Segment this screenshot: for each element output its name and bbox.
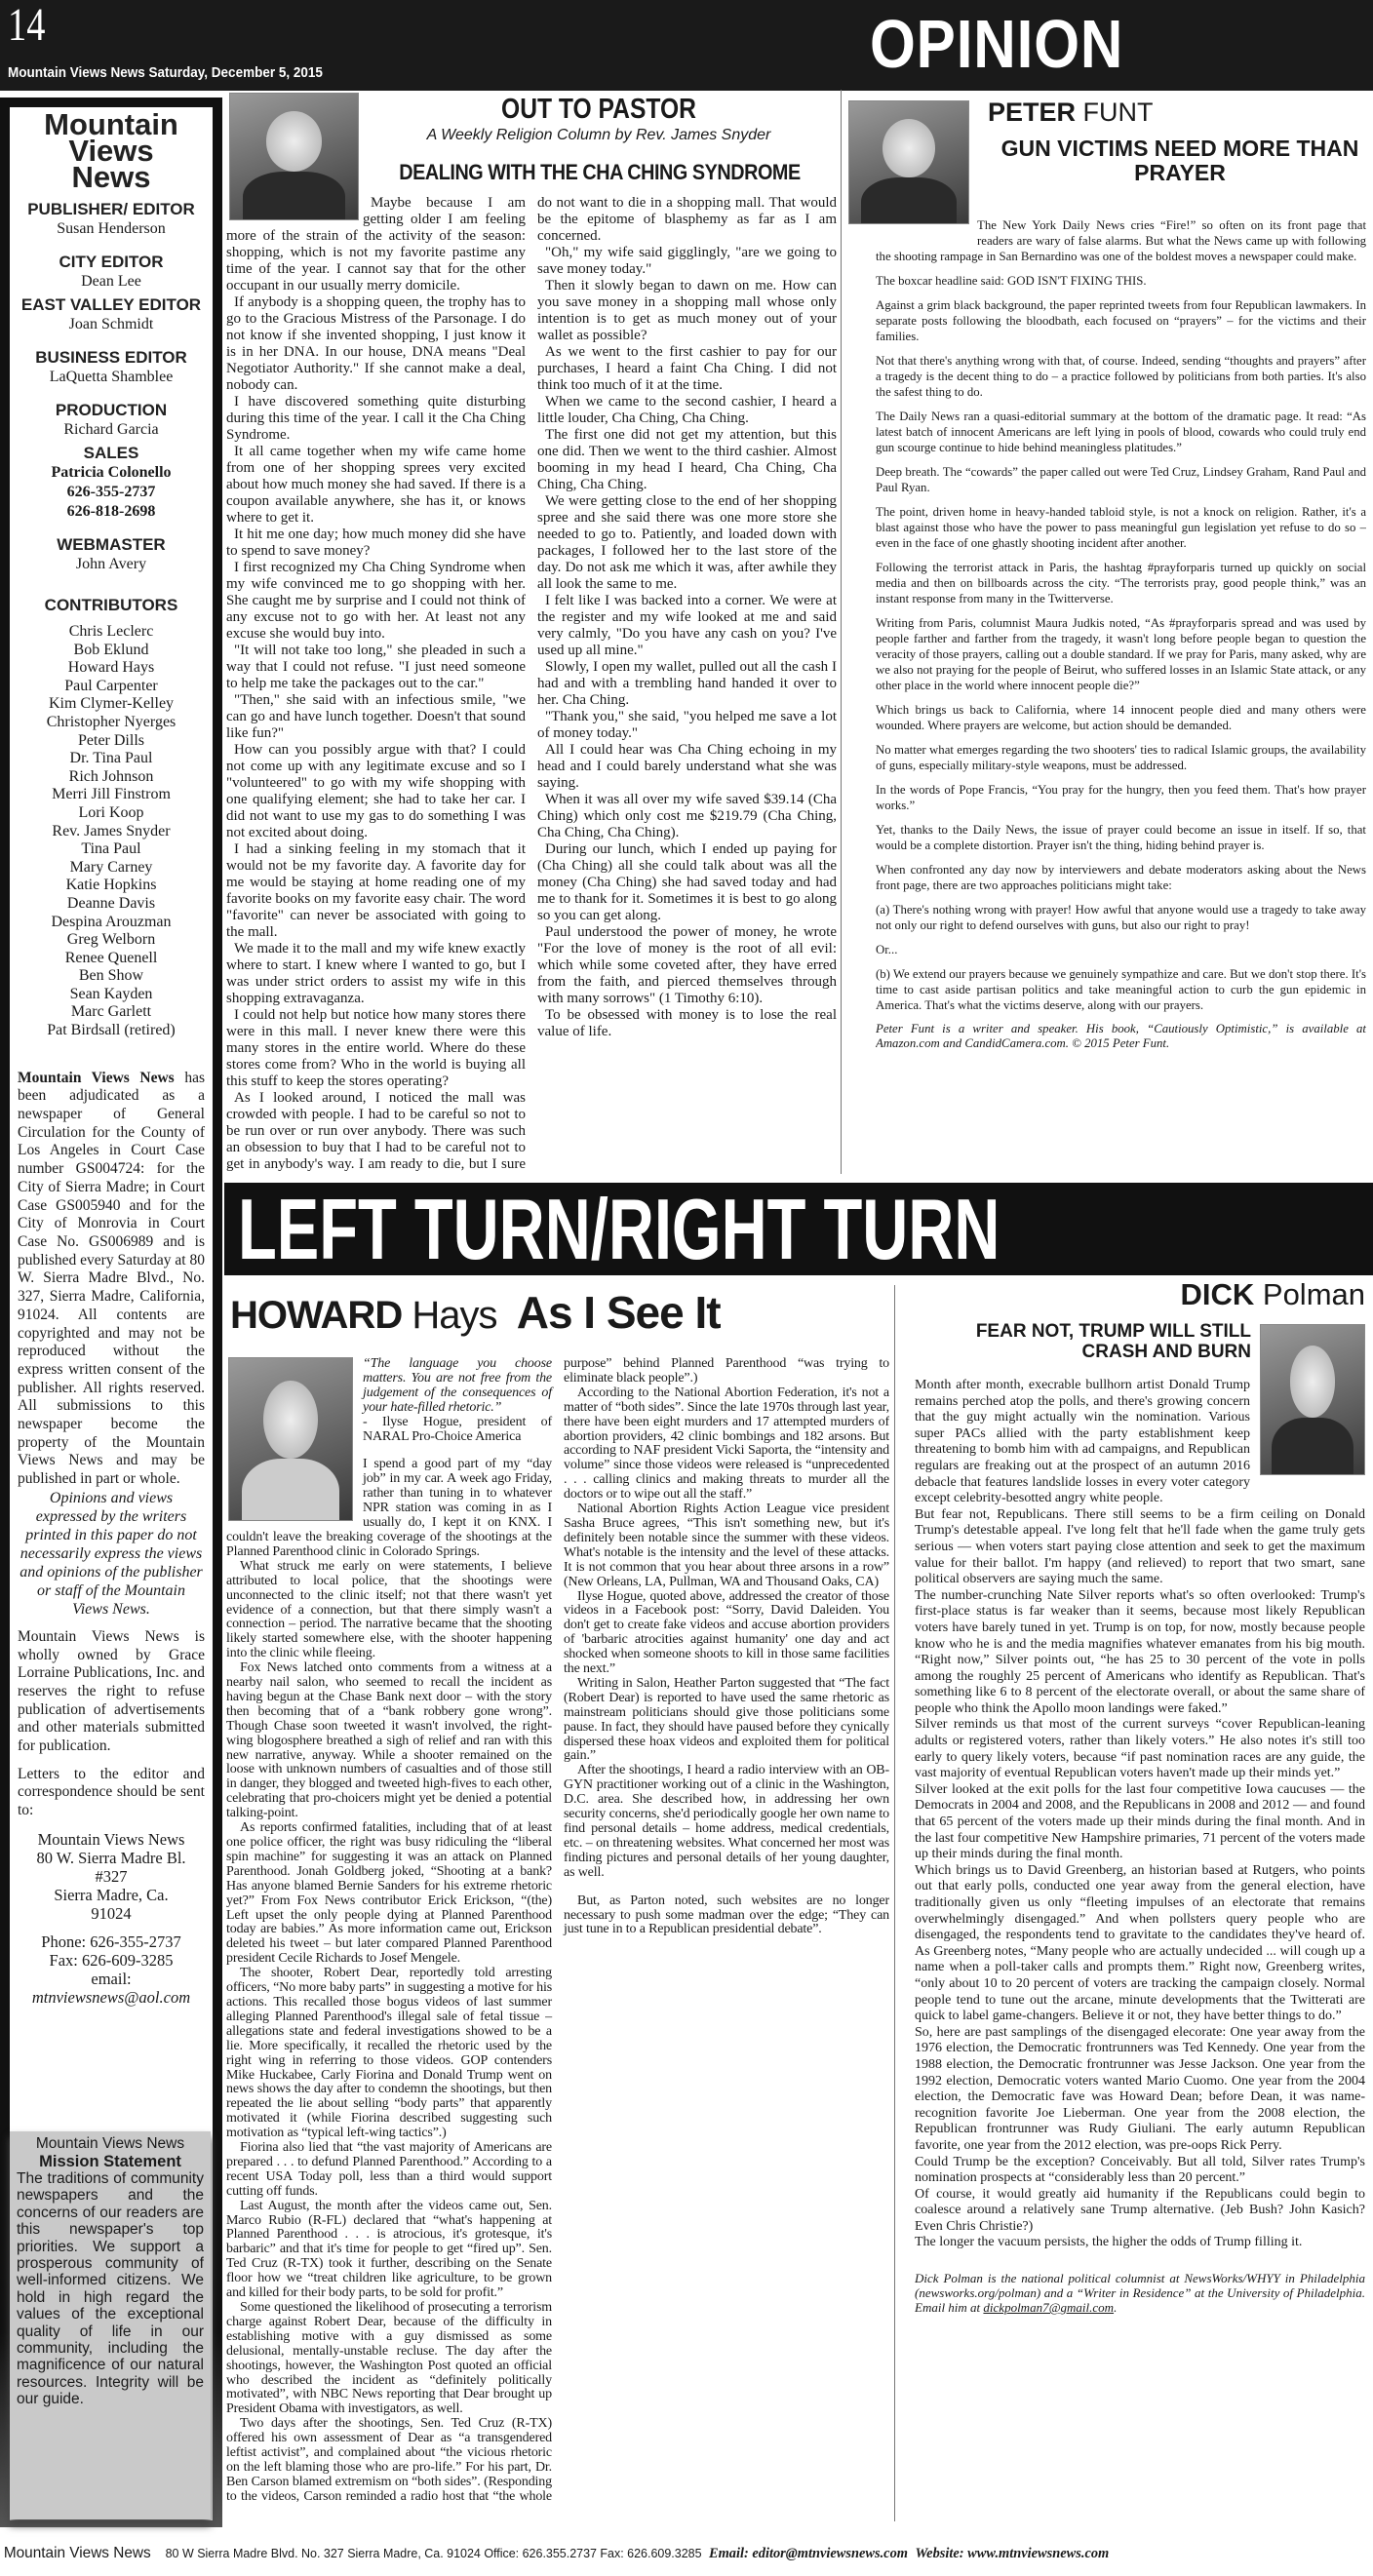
masthead-title bbox=[18, 107, 205, 194]
article-paragraph: We made it to the mall and my wife knew exactly where to start. I knew where I wanted to go, but I was under strict orders to assist my wife in this shopping extravaganza. bbox=[226, 941, 526, 1006]
article-paragraph: During our lunch, which I ended up paying for (Cha Ching) all she could talk about was all the money (Cha Ching) she had saved today and had me to thank for it. Sometimes it is best to go along so you can get along. bbox=[537, 841, 837, 923]
article-body-hays bbox=[226, 1357, 889, 2522]
contributor-name: Katie Hopkins bbox=[65, 877, 157, 894]
address-line: Mountain Views News bbox=[37, 1829, 185, 1849]
article-paragraph: Or... bbox=[876, 943, 898, 956]
article-paragraph: What struck me early on were statements, I believe attributed to local police, that the shootings were unconnected to the clinic itself; not that there wasn't yet evidence of a connection, but that there simply wasn't a connection – period. The narrative became that the shooting likely started somewhere else, with the shooter happening into the clinic while fleeing. bbox=[226, 1558, 552, 1661]
article-paragraph: "Oh," my wife said gigglingly, "are we going to save money today." bbox=[537, 245, 837, 277]
author-photo-peter-funt bbox=[848, 100, 969, 224]
masthead-sidebar bbox=[0, 98, 222, 2527]
article-headline: FEAR NOT, TRUMP WILL STILL CRASH AND BURN bbox=[975, 1321, 1251, 1362]
contributor-name: Bob Eklund bbox=[73, 641, 149, 658]
contributor-name: Marc Garlett bbox=[70, 1003, 152, 1021]
article-paragraph: All I could hear was Cha Ching echoing in my head and I could barely understand what she was saying. bbox=[537, 742, 837, 791]
email-link[interactable]: mtnviewsnews@aol.com bbox=[31, 1987, 191, 2007]
article-paragraph: National Abortion Rights Action League vice president Sasha Bruce agrees, “This isn't something new, but it's definitely been notable since the summer with these videos. What's notable is the intensity and the level of these attacks. It is not common that you hear about three arsons in a row” (New Orleans, LA, Pullman, WA and Thousand Oaks, CA) bbox=[564, 1502, 889, 1589]
article-paragraph: Maybe because I am getting older I am feeling more of the strain of the activity of the season: shopping, which is not my favorite pastime any time of the year. I cannot say that for the other occupant in our usually merry domicile. bbox=[226, 195, 526, 293]
contact-info bbox=[18, 1932, 205, 2007]
staff-role: BUSINESS EDITOR bbox=[35, 348, 187, 367]
article-paragraph: In the words of Pope Francis, “You pray for the hungry, then you feed them. That's how prayer works.” bbox=[876, 783, 1366, 812]
contributors-label: CONTRIBUTORS bbox=[44, 596, 178, 614]
article-paragraph: Writing from Paris, columnist Maura Judkis noted, “As #prayforparis spread and was used by people farther and farther from the tragedy, it wasn't long before people began to question the veracity of those prayers, calling out a double standard. If we pray for Paris, many asked, why are we also not praying for the people of Beirut, who suffered losses in an Islamic State attack, or any other place in the world where innocent people die?” bbox=[876, 616, 1366, 692]
article-paragraph: Could Trump be the exception? Conceivably. But all told, Silver rates Trump's nomination prospects at “considerably less than 20 percent.” bbox=[915, 2154, 1365, 2186]
article-paragraph: The point, driven home in heavy-handed tabloid style, is not a knock on religion. Rather, it's a blast against those who have the power to pass meaningful gun legislation yet refuse to do so – even in the face of one ghastly shooting incident after another. bbox=[876, 505, 1366, 550]
article-paragraph: Two days after the shootings, Sen. Ted Cruz (R-TX) offered his own assessment of Dear as “a transgendered leftist activist”, and complained about “the vicious rhetoric on the left blaming those who are pro-life.” For his part, Dr. Ben Carson blamed extremism on “both sides”. (Responding to the videos, Carson reminded a radio host that “the whole purpose” behind Planned Parenthood “was trying to eliminate black people”.) bbox=[226, 1357, 889, 2504]
contributor-name: Sean Kayden bbox=[69, 985, 153, 1002]
article-paragraph: I first recognized my Cha Ching Syndrome when my wife convinced me to go shopping with her. She caught me by surprise and I could not think of any excuse not to go with her. At least not any excuse she would buy into. bbox=[226, 560, 526, 642]
author-name bbox=[1073, 1277, 1365, 1312]
contributor-name: Howard Hays bbox=[67, 659, 155, 677]
staff-role: CITY EDITOR bbox=[59, 253, 164, 271]
staff-list bbox=[18, 200, 205, 574]
staff-group bbox=[18, 535, 205, 574]
letters-notice: Letters to the editor and correspondence should be sent to: bbox=[18, 1765, 205, 1819]
article-paragraph: Month after month, execrable bullhorn artist Donald Trump remains perched atop the polls, and there's growing concern that the guy might actually win the nomination. Various super PACs allied with the party establishment keep threatening to bomb him with ad campaigns, and Republican regulars are freaking out at the prospect of an autumn 2016 debacle that features landslide losses in every voter category except celebrity-besotted angry white people. bbox=[915, 1378, 1250, 1506]
article-paragraph: "Thank you," she said, "you helped me save a lot of money today." bbox=[537, 709, 837, 741]
contributor-name: Mary Carney bbox=[69, 858, 153, 876]
staff-group bbox=[18, 253, 205, 292]
staff-name: 626-818-2698 bbox=[66, 503, 156, 520]
adjudication-lead: Mountain Views News bbox=[18, 1069, 175, 1086]
article-paragraph: No matter what emerges regarding the two shooters' ties to radical Islamic groups, the availability of guns, especially military-style weapons, must be addressed. bbox=[876, 743, 1366, 772]
article-paragraph: Which brings us back to California, where 14 innocent people died and many others were wounded. Where prayers are welcome, but action should be demanded. bbox=[876, 703, 1366, 732]
article-paragraph: Of course, it would greatly aid humanity if the Republicans could begin to coalesce around a relatively sane Trump alternative. (Jeb Bush? John Kasich? Even Chris Christie?) bbox=[915, 2186, 1365, 2234]
address-line: 80 W. Sierra Madre Bl. bbox=[36, 1848, 186, 1867]
footer-paper-name: Mountain Views News bbox=[3, 2545, 151, 2561]
article-paragraph: I have discovered something quite disturbing during this time of the year. I call it the Cha Ching Syndrome. bbox=[226, 394, 526, 443]
article-paragraph: Deep breath. The “cowards” the paper called out were Ted Cruz, Lindsey Graham, Rand Paul and Paul Ryan. bbox=[876, 465, 1366, 494]
contributor-name: Chris Leclerc bbox=[68, 623, 154, 640]
author-bio bbox=[915, 2271, 1365, 2315]
article-headline: DEALING WITH THE CHA CHING SYNDROME bbox=[399, 160, 801, 184]
article-paragraph: I spend a good part of my “day job” in my car. A week ago Friday, rather than tuning in to whatever NPR station was coming in as I usually do, I kept it on KNX. I couldn't leave the breaking coverage of the shootings at the Planned Parenthood clinic in Colorado Springs. bbox=[226, 1457, 552, 1559]
article-paragraph: It hit me one day; how much money did she have to spend to save money? bbox=[226, 527, 526, 559]
article-paragraph: Not that there's anything wrong with that, of course. Indeed, sending “thoughts and prayers” after a tragedy is the decent thing to do – a practice followed by politicians from both parties. It's also the safest thing to do. bbox=[876, 354, 1366, 399]
article-paragraph: How can you possibly argue with that? I could not come up with any legitimate excuse and so I "volunteered" to go with my wife shopping with one qualifying element; she had to take her car. I did not want to use my gas to do something I was not excited about doing. bbox=[226, 742, 526, 840]
dateline: Mountain Views News Saturday, December 5, 2015 bbox=[8, 64, 323, 81]
article-paragraph: If anybody is a shopping queen, the trophy has to go to the Gracious Mistress of the Parsonage. I do not know if she invented shopping, I just know it is in her DNA. In our house, DNA means "Deal Negotiator Authority." If she cannot make a deal, nobody can. bbox=[226, 294, 526, 393]
article-paragraph: The number-crunching Nate Silver reports what's so often overlooked: Trump's first-place status is far weaker than it seems, because most likely Republican voters have barely tuned in yet. Trump is on top, for now, mostly because people know who he is and the media magnifies whatever emanates from his big mouth. “Right now,” Silver points out, “he has 25 to 30 percent of the vote in polls among the roughly 25 percent of Americans who identify as Republican. That's something like 6 to 8 percent of the electorate overall, or about the same share of people who think the Apollo moon landings were faked.” bbox=[915, 1587, 1365, 1716]
address-line: 91024 bbox=[91, 1903, 132, 1923]
mission-paper-name: Mountain Views News bbox=[35, 2135, 185, 2152]
author-first-name: HOWARD bbox=[230, 1294, 403, 1337]
article-paragraph: Slowly, I open my wallet, pulled out all the cash I had and with a trembling hand handed it over to her. Cha Ching. bbox=[537, 659, 837, 708]
article-paragraph: Yet, thanks to the Daily News, the issue of prayer could become an issue in itself. If so, that would be a complete distortion. Prayer isn't the thing, hiding behind prayer is. bbox=[876, 823, 1366, 852]
column-kicker: OUT TO PASTOR bbox=[501, 94, 696, 125]
contributors-list bbox=[18, 623, 205, 1040]
staff-group bbox=[18, 444, 205, 522]
article-paragraph: Some questioned the likelihood of prosecuting a terrorism charge against Robert Dear, because of the difficulty in establishing motive with a guy dismissed as some delusional, mentally-unstable recluse. The day after the shootings, however, the Washington Post quoted an official who described the incident as “definitely politically motivated”, with NBC News reporting that Dear brought up President Obama with investigators, as well. bbox=[226, 2300, 552, 2417]
adjudication-text: has been adjudicated as a newspaper of General Circulation for the County of Los Angeles in Court Case number GS004724: for the City of Sierra Madre; in Court Case GS005940 and for the City of Monrovia in Court Case No. GS006989 and is published every Saturday at 80 W. Sierra Madre Blvd., No. 327, Sierra Madre, California, 91024. All contents are copyrighted and may not be reproduced without the express written consent of the publisher. All rights reserved. All submissions to this newspaper become the property of the Mountain Views News and may be published in part or whole. bbox=[18, 1069, 205, 1488]
contributor-name: Ben Show bbox=[78, 967, 144, 985]
address-line: Sierra Madre, Ca. bbox=[54, 1885, 169, 1904]
article-paragraph: Paul understood the power of money, he wrote "For the love of money is the root of all evil: which while some coveted after, they have erred from the faith, and pierced themselves through with many sorrows" (1 Timothy 6:10). bbox=[537, 924, 837, 1006]
contributor-name: Despina Arouzman bbox=[51, 913, 172, 930]
epigraph-attribution: - Ilyse Hogue, president of NARAL Pro-Choice America bbox=[363, 1414, 552, 1444]
page-footer bbox=[0, 2545, 1318, 2574]
adjudication-notice bbox=[18, 1070, 205, 1489]
staff-name: Richard Garcia bbox=[63, 421, 159, 438]
contributor-name: Paul Carpenter bbox=[64, 677, 158, 694]
column-byline: A Weekly Religion Column by Rev. James Snyder bbox=[426, 127, 771, 143]
staff-name: Susan Henderson bbox=[57, 220, 166, 237]
article-paragraph: According to the National Abortion Federation, it's not a matter of “both sides”. Since the late 1970s through last year, there have been eight murders and 17 attempted murders of abortion providers, 42 clinic bombings and 182 arsons. But according to NAF president Vicki Saporta, the “intensity and volume” since those videos were released is “unprecedented . . . calling clinics and making threats to murder all the doctors or to wipe out all the staff.” bbox=[564, 1385, 889, 1503]
staff-name: Dean Lee bbox=[81, 273, 141, 290]
article-paragraph: Silver looked at the exit polls for the last four competitive Iowa caucuses — the Democrats in 2004 and 2008, and the Republicans in 2008 and 2012 — and found that 65 percent of the voters made up their minds during the final month. And in the last four competitive New Hampshire primaries, 71 percent of the voters made up their minds during the final month. bbox=[915, 1781, 1365, 1862]
mailing-address bbox=[18, 1830, 205, 1923]
article-paragraph: Silver reminds us that most of the current surveys “cover Republican-leaning adults or registered voters, rather than likely voters.” He also notes it's still too early to query likely voters, because “if past nomination races are any guide, the vast majority of eventual Republican voters haven't made up their minds yet.” bbox=[915, 1717, 1365, 1781]
author-name bbox=[988, 98, 1154, 127]
staff-group bbox=[18, 401, 205, 440]
article-paragraph: After the shootings, I heard a radio interview with an OB-GYN practitioner working out of a clinic in the Washington, D.C. area. She described how, in addressing her own security concerns, she'd periodically google her own name to find personal details – home address, medical credentials, etc. – on threatening websites. What concerned her most was finding pictures and personal details of her young daughter, as well. bbox=[564, 1763, 889, 1880]
article-paragraph: Which brings us to David Greenberg, an historian based at Rutgers, who points out that early polls, conducted one year away from the general election, have traditionally given us only “fleeting impulses of an electorate that remains overwhelmingly disengaged.” And when pollsters query people who are disengaged, the respondents tend to gravitate to the candidates they've heard of. As Greenberg notes, “Many people who are actually undecided ... will cough up a name when a poll-taker calls and prompts them.” Right now, Greenberg writes, “only about 10 to 20 percent of voters are tracking the campaign closely. Normal people tend to tune out the arcane, minute developments that the Twitterati are quick to label game-changers. Believe it or not, they have better things to do.” bbox=[915, 1862, 1365, 2024]
staff-name: Joan Schmidt bbox=[68, 316, 154, 332]
author-first-name: PETER bbox=[988, 98, 1077, 127]
author-email-link[interactable]: dickpolman7@gmail.com bbox=[983, 2300, 1115, 2316]
article-paragraph: The boxcar headline said: GOD ISN'T FIXING THIS. bbox=[876, 274, 1147, 288]
staff-group bbox=[18, 200, 205, 239]
contributor-name: Christopher Nyerges bbox=[46, 713, 177, 730]
article-paragraph: When it was all over my wife saved $39.14 (Cha Ching) which only cost me $219.79 (Cha Ching, Cha Ching, Cha Ching). bbox=[537, 792, 837, 840]
article-paragraph: The shooter, Robert Dear, reportedly told arresting officers, “No more baby parts” in suggesting a motive for his actions. This recalled those bogus videos of last summer alleging Planned Parenthood's illegal sale of fetal tissue – allegations state and federal investigations showed to be a lie. More specifically, it recalled the rhetoric used by the right wing in referring to those videos. GOP contenders Mike Huckabee, Carly Fiorina and Donald Trump went on news shows the day after to condemn the shootings, but then repeated the lie about selling “body parts” that apparently motivated it (while Fiorina described suggesting such motivation as “typical left-wing tactics”.) bbox=[226, 1966, 552, 2141]
article-headline: GUN VICTIMS NEED MORE THAN PRAYER bbox=[1000, 136, 1359, 185]
article-paragraph: Writing in Salon, Heather Parton suggested that “The fact (Robert Dear) is reported to have used the same rhetoric as mainstream politicians should give those politicians some pause. In fact, they should have paused before they cynically dispersed these hoax videos and exploited them for political gain.” bbox=[564, 1675, 889, 1764]
staff-name: LaQuetta Shamblee bbox=[49, 369, 174, 385]
author-photo-howard-hays bbox=[228, 1357, 353, 1521]
article-paragraph: Fox News latched onto comments from a witness at a nearby nail salon, who seemed to recall the incident as having begun at the Chase Bank next door – with the story then becoming that of a “bank robbery gone wrong”. Though Chase soon tweeted it wasn't involved, the right-wing blogosphere breathed a sigh of relief and ran with this new narrative, anyway. While a shooter remained on the loose with unknown numbers of casualties and of those still in danger, they blogged and tweeted high-fives to each other, celebrating that pro-choicers might yet be denied a potential talking-point. bbox=[226, 1660, 552, 1821]
article-paragraph: To be obsessed with money is to lose the real value of life. bbox=[537, 1007, 837, 1039]
staff-name: Patricia Colonello bbox=[51, 464, 172, 481]
article-paragraph: Fiorina also lied that “the vast majority of Americans are prepared . . . to defund Planned Parenthood.” According to a recent USA Today poll, less than a third would support cutting off funds. bbox=[226, 2140, 552, 2199]
author-bio: Peter Funt is a writer and speaker. His book, “Cautiously Optimistic,” is available at Amazon.com and CandidCamera.com. © 2015 Peter Funt. bbox=[876, 1022, 1366, 1050]
opinions-disclaimer: Opinions and views expressed by the writers printed in this paper do not necessarily express the views and opinions of the publisher or staff of the Mountain Views News. bbox=[20, 1489, 203, 1618]
contributor-name: Merri Jill Finstrom bbox=[52, 786, 171, 803]
contributor-name: Greg Welborn bbox=[66, 931, 156, 949]
email-label: email: bbox=[91, 1969, 132, 1988]
article-paragraph: But fear not, Republicans. There still seems to be a firm ceiling on Donald Trump's detestable appeal. I've long felt that he'll fade when the game truly gets serious — when voters start paying close attention and seek to get the maximum value for their ballot. I'm happy (and relieved) to report that two smart, sane political observers are saying much the same. bbox=[915, 1506, 1365, 1587]
article-paragraph: Against a grim black background, the paper reprinted tweets from four Republican lawmakers. In separate posts following the bloodbath, each focused on “prayers” – for the victims and their families. bbox=[876, 298, 1366, 343]
article-paragraph: The first one did not get my attention, but this one did. Then we went to the third cashier. Almost booming in my head I heard, Cha Ching, Cha Ching, Cha Ching. bbox=[537, 427, 837, 492]
staff-role: PUBLISHER/ EDITOR bbox=[27, 200, 195, 218]
article-body-funt bbox=[876, 217, 1366, 1178]
footer-website[interactable]: Website: www.mtnviewsnews.com bbox=[915, 2546, 1110, 2561]
article-paragraph: When we came to the second cashier, I heard a little louder, Cha Ching, Cha Ching. bbox=[537, 394, 837, 426]
contributor-name: Lori Koop bbox=[78, 803, 144, 821]
epigraph-quote: “The language you choose matters. You are not free from the judgement of the consequences of your hate-filled rhetoric.” bbox=[363, 1357, 552, 1415]
contributor-name: Pat Birdsall (retired) bbox=[47, 1022, 176, 1039]
author-last-name: Polman bbox=[1262, 1277, 1365, 1311]
author-last-name: FUNT bbox=[1082, 98, 1154, 127]
contributor-name: Rich Johnson bbox=[68, 767, 154, 785]
article-paragraph: Last August, the month after the videos came out, Sen. Marco Rubio (R-FL) declared that “what's happening at Planned Parenthood . . . is atrocious, it's grotesque, it's barbaric” and that it's time for people to get “fired up”. Sen. Ted Cruz (R-TX) took it further, describing on the Senate floor how we “treat children like agriculture, to be grown and killed for their body parts, to be sold for profit.” bbox=[226, 2198, 552, 2301]
article-paragraph: (a) There's nothing wrong with prayer! How awful that anyone would use a tragedy to take away not only our right to defend ourselves with guns, but also our right to pray! bbox=[876, 903, 1366, 932]
ownership-notice: Mountain Views News is wholly owned by Grace Lorraine Publications, Inc. and reserves the right to refuse publication of advertisements and other materials submitted for publication. bbox=[18, 1627, 205, 1755]
staff-group bbox=[18, 295, 205, 334]
staff-role: WEBMASTER bbox=[57, 535, 166, 554]
author-first-name: DICK bbox=[1180, 1277, 1255, 1311]
article-paragraph: The longer the vacuum persists, the higher the odds of Trump filling it. bbox=[915, 2235, 1303, 2250]
mission-title: Mission Statement bbox=[39, 2153, 181, 2170]
column-title: As I See It bbox=[516, 1287, 721, 1338]
contributor-name: Rev. James Snyder bbox=[52, 822, 171, 839]
staff-role: EAST VALLEY EDITOR bbox=[20, 295, 202, 314]
article-paragraph: "Then," she said with an infectious smile, "we can go and have lunch together. Doesn't that sound like fun?" bbox=[226, 692, 526, 741]
article-paragraph: As I looked around, I noticed the mall was crowded with people. I had to be careful so not to be run over or run over anybody. There was such an obsession to buy that I had to be careful not to get in anybody's way. I am ready to die, but I sure do not want to die in a shopping mall. That would be the epitome of blasphemy as far as I am concerned. bbox=[226, 195, 837, 1172]
article-paragraph: As reports confirmed fatalities, including that of at least one police officer, the right was busy ridiculing the “liberal spin machine” for suggesting it was an attack on Planned Parenthood. Jonah Goldberg joked, “Shooting at a bank? Has anyone blamed Bernie Sanders for his extreme rhetoric yet?” From Fox News contributor Erick Erickson, “(the) Left upset the only people dying at Planned Parenthood today are babies.” As more information came out, Erickson deleted his tweet – but later compared Planned Parenthood president Cecile Richards to Josef Mengele. bbox=[226, 1820, 552, 1967]
article-paragraph: (b) We extend our prayers because we genuinely sympathize and care. But we don't stop there. It's time to cast aside partisan politics and take meaningful action to curb the gun epidemic in America. That's what the victims deserve, along with our prayers. bbox=[876, 967, 1366, 1012]
staff-name: 626-355-2737 bbox=[66, 484, 156, 500]
phone: Phone: 626-355-2737 bbox=[41, 1932, 181, 1951]
contributor-name: Peter Dills bbox=[78, 731, 144, 749]
article-paragraph: I could not help but notice how many stores there were in this mall. I never knew there were this many stores in the entire world. Where do these stores come from? Who in the world is buying all this stuff to keep the stores operating? bbox=[226, 1007, 526, 1089]
article-paragraph: When confronted any day now by interviewers and debate moderators asking about the News front page, there are two approaches politicians might take: bbox=[876, 863, 1366, 892]
masthead-line: Mountain bbox=[44, 107, 178, 141]
article-paragraph: Ilyse Hogue, quoted above, addressed the creator of those videos in a Facebook post: “Sorry, David Daleiden. You don't get to create fake videos and accuse abortion providers of 'barbaric atrocities against humanity' one day and act shocked when someone shoots to kill in those same facilities the next.” bbox=[564, 1588, 889, 1677]
mission-text: The traditions of community newspapers and the concerns of our readers are this newspaper's top priorities. We support a prosperous community of well-informed citizens. We hold in high regard the values of the exceptional quality of life in our community, including the magnificence of our natural resources. Integrity will be our guide. bbox=[17, 2170, 204, 2408]
article-paragraph: Following the terrorist attack in Paris, the hashtag #prayforparis turned up quickly on social media and then on billboards across the city. “The terrorists pray, good people think,” was an instant response from many in the Twitterverse. bbox=[876, 561, 1366, 605]
author-bio-end: . bbox=[1114, 2300, 1118, 2316]
page-number: 14 bbox=[8, 0, 46, 51]
article-body-out-to-pastor bbox=[226, 195, 837, 1175]
contributor-name: Dr. Tina Paul bbox=[69, 750, 153, 767]
column-divider bbox=[894, 1285, 895, 2521]
article-paragraph: It all came together when my wife came home from one of her shopping sprees very excited about how much money she had saved. If there is a coupon available anywhere, she has it, or knows where to get it. bbox=[226, 444, 526, 526]
masthead-line: News bbox=[71, 160, 151, 194]
article-paragraph: The New York Daily News cries “Fire!” so often on its front page that readers are wary of false alarms. But what the News came up with following the shooting rampage in San Bernardino was one of the boldest moves a newspaper could make. bbox=[876, 218, 1366, 263]
section-banner bbox=[224, 1183, 1373, 1275]
article-paragraph: I felt like I was backed into a corner. We were at the register and my wife looked at me and said very calmly, "Do you have any cash on you? I've used up all mine." bbox=[537, 593, 837, 658]
article-paragraph: Then it slowly began to dawn on me. How can you save money in a shopping mall whose only intention is to get as much money out of your wallet as possible? bbox=[537, 278, 837, 343]
article-paragraph: We were getting close to the end of her shopping spree and she said there was one more store she needed to go to. Patiently, and loaded down with packages, I followed her to the last store of the day. Do not ask me which it was, after awhile they all look the same to me. bbox=[537, 493, 837, 592]
banner-title: LEFT TURN/RIGHT TURN bbox=[238, 1183, 1000, 1275]
contributor-name: Kim Clymer-Kelley bbox=[48, 695, 175, 713]
author-bio-text: Dick Polman is the national political columnist at NewsWorks/WHYY in Philadelphia (newsworks.org/polman) and a “Writer in Residence” at the University of Philadelphia. Email him at bbox=[915, 2271, 1365, 2316]
contributor-name: Deanne Davis bbox=[66, 894, 156, 912]
footer-address: 80 W Sierra Madre Blvd. No. 327 Sierra Madre, Ca. 91024 Office: 626.355.2737 Fax: 626.609.3285 bbox=[165, 2546, 702, 2560]
page-header bbox=[0, 0, 1373, 91]
staff-group bbox=[18, 348, 205, 387]
article-paragraph: The Daily News ran a quasi-editorial summary at the bottom of the dramatic page. It read: “As latest batch of innocent Americans are left lying in pools of blood, cowards who could truly end gun scourge continue to hide behind meaningless platitudes.” bbox=[876, 410, 1366, 454]
staff-role: SALES bbox=[83, 444, 139, 462]
article-paragraph: So, here are past samplings of the disengaged elecorate: One year away from the 1976 election, the Democratic frontrunners was Ted Kennedy. One year from the 1988 election, the Democratic frontrunner was Jesse Jackson. One year from the 1992 election, Democratic voters wanted Mario Cuomo. One year from the 2004 election, the Democratic fave was Howard Dean; before Dean, it was name-recognition favorite Joe Lieberman. One year from the 2008 election, the Republican frontrunner was Rudy Giuliani. The early autumn Republican favorite, one year from the 2012 election, was pre-oops Rick Perry. bbox=[915, 2024, 1365, 2153]
article-paragraph: As we went to the first cashier to pay for our purchases, I heard a faint Cha Ching. I did not think too much of it at the time. bbox=[537, 344, 837, 393]
section-title: OPINION bbox=[870, 6, 1124, 82]
staff-role: PRODUCTION bbox=[55, 401, 168, 419]
article-paragraph: "It will not take too long," she pleaded in such a way that I could not refuse. "I just need someone to help me take the packages out to the car." bbox=[226, 643, 526, 691]
masthead-line: Views bbox=[68, 134, 154, 168]
address-line: #327 bbox=[95, 1866, 128, 1886]
contributor-name: Tina Paul bbox=[81, 840, 141, 858]
fax: Fax: 626-609-3285 bbox=[49, 1950, 174, 1970]
staff-name: John Avery bbox=[75, 556, 147, 572]
column-header-hays bbox=[230, 1289, 721, 1339]
article-paragraph: But, as Parton noted, such websites are no longer necessary to push some madman over the edge; “They can just tune in to a Republican presidential debate”. bbox=[564, 1893, 889, 1937]
mission-statement bbox=[10, 2131, 211, 2519]
author-last-name: Hays bbox=[412, 1294, 497, 1337]
column-divider bbox=[841, 90, 842, 1174]
article-body-polman bbox=[915, 1378, 1365, 2523]
footer-email[interactable]: Email: editor@mtnviewsnews.com bbox=[708, 2546, 908, 2561]
contributor-name: Renee Quenell bbox=[64, 949, 158, 966]
article-paragraph: I had a sinking feeling in my stomach that it would not be my favorite day. A favorite day for me would be staying at home reading one of my favorite books on my favorite easy chair. The word "favorite" can never be associated with going to the mall. bbox=[226, 841, 526, 940]
